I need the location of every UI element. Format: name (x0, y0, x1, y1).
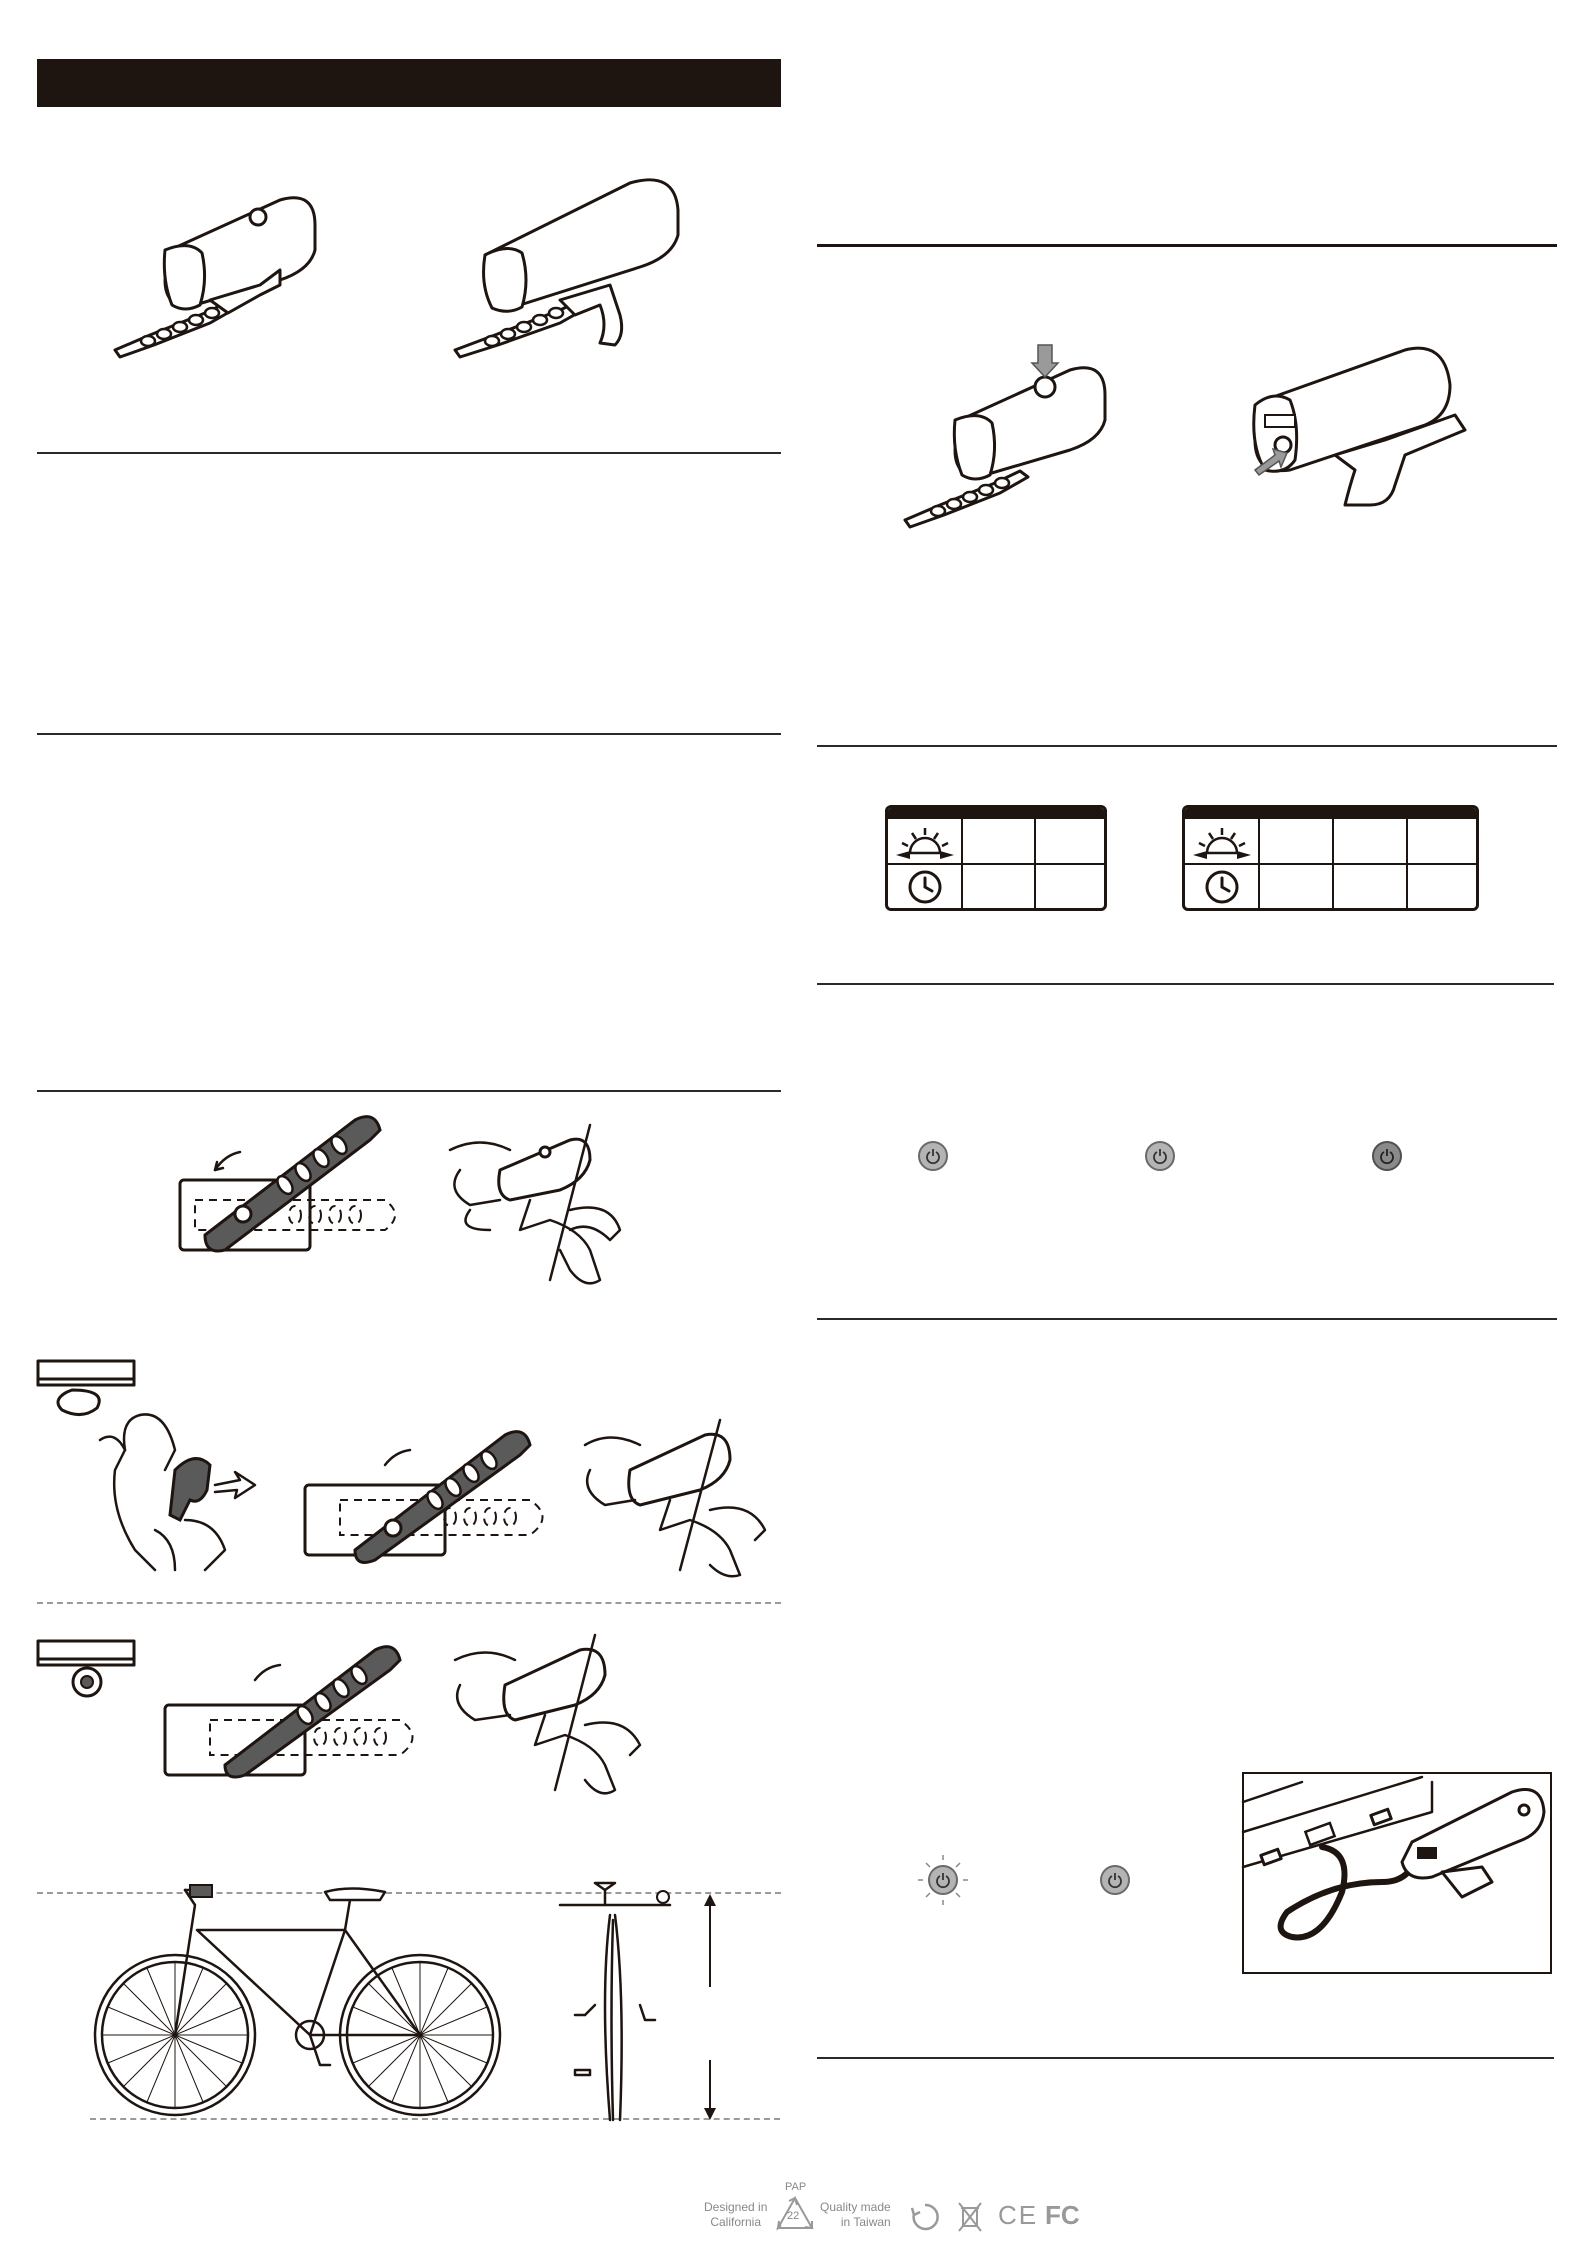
divider (817, 1318, 1557, 1320)
designed-in-text: Designed in (704, 2200, 768, 2214)
strap-rotate-illustration-2 (300, 1420, 560, 1560)
power-icon (935, 1872, 951, 1888)
light-large-illustration (450, 175, 690, 365)
recycle-loop-icon (910, 2202, 940, 2232)
recycle-number: 22 (787, 2210, 800, 2222)
power-button-mode-1 (918, 1141, 948, 1171)
light-small-illustration (110, 195, 330, 365)
light-side-button-illustration (1245, 345, 1475, 515)
ce-mark-icon: CE (998, 2200, 1039, 2230)
quality-made-label (820, 2200, 891, 2230)
in-taiwan-text: in Taiwan (840, 2215, 891, 2229)
hand-install-illustration-3 (450, 1630, 650, 1800)
power-button-mode-2 (1145, 1141, 1175, 1171)
charging-indicator-button (928, 1865, 958, 1895)
table-header (1185, 808, 1476, 819)
table-header (888, 808, 1104, 819)
light-press-button-illustration (900, 345, 1120, 535)
hand-install-illustration (440, 1120, 640, 1290)
divider (817, 745, 1557, 747)
power-icon (1152, 1148, 1168, 1164)
pap-label: PAP (785, 2181, 807, 2193)
dashed-separator (37, 1602, 781, 1604)
bicycle-side-view-illustration (85, 1870, 515, 2120)
usb-charging-illustration (1242, 1772, 1552, 1974)
height-dimension-arrow (700, 1892, 720, 2122)
designed-in-label (704, 2200, 767, 2230)
clock-icon (1204, 869, 1240, 905)
power-icon (1379, 1148, 1395, 1164)
divider (37, 1090, 781, 1092)
divider (37, 733, 781, 735)
quality-made-text: Quality made (820, 2200, 891, 2214)
hand-install-illustration-2 (580, 1420, 780, 1580)
weee-bin-icon (958, 2202, 982, 2232)
divider (817, 983, 1554, 985)
power-icon (925, 1148, 941, 1164)
sun-brightness-icon (896, 823, 954, 861)
footer-marks (700, 2180, 1100, 2232)
power-icon (1107, 1872, 1123, 1888)
power-button-mode-3 (1372, 1141, 1402, 1171)
divider (817, 2057, 1554, 2059)
clock-icon (907, 869, 943, 905)
divider (817, 244, 1557, 247)
clip-mount-icon (37, 1640, 137, 1700)
divider (37, 452, 781, 454)
fcc-mark-icon: FC (1045, 2200, 1080, 2230)
strap-rotate-illustration (175, 1110, 405, 1260)
hand-remove-mount-illustration (95, 1410, 270, 1580)
runtime-table-2 (1182, 805, 1479, 911)
section-header-bar (37, 59, 781, 107)
sun-brightness-icon (1193, 823, 1251, 861)
california-text: California (710, 2215, 762, 2229)
charged-indicator-button (1100, 1865, 1130, 1895)
bicycle-front-view-illustration (555, 1875, 675, 2125)
runtime-table-1 (885, 805, 1107, 911)
strap-rotate-illustration-3 (160, 1630, 430, 1780)
